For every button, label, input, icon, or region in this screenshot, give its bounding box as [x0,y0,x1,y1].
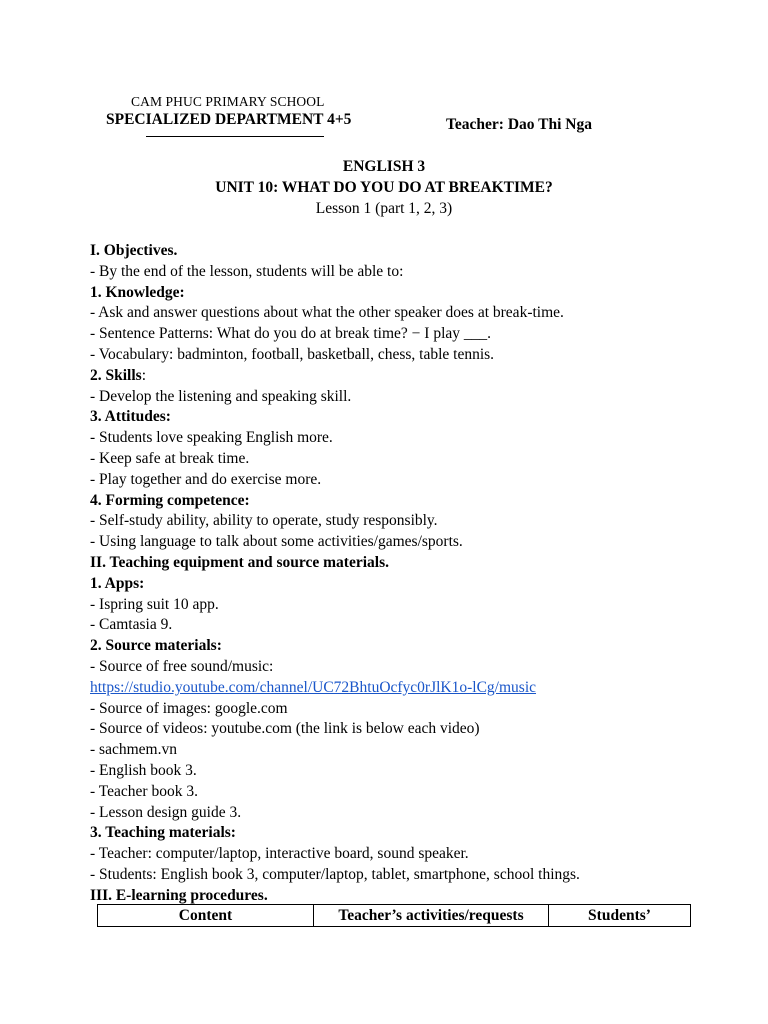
line-text: - Source of images: google.com [90,699,288,717]
line-text: - Using language to talk about some activities/games/sports. [90,533,463,551]
heading-text: 3. Teaching materials: [90,824,236,842]
line-text: - Self-study ability, ability to operate, study responsibly. [90,512,438,530]
table-header-students: Students’ [549,905,691,927]
body-line [90,740,730,761]
line-text: - Ispring suit 10 app. [90,595,219,613]
body-line [90,449,730,470]
line-text: - Keep safe at break time. [90,449,250,467]
music-source-link-text[interactable]: https://studio.youtube.com/channel/UC72BhtuOcfyc0rJlK1o-lCg/music [90,678,537,696]
heading-text: 1. Apps: [90,574,145,592]
department-name: SPECIALIZED DEPARTMENT 4+5 [106,111,352,128]
heading-suffix: : [141,366,147,384]
line-text: - English book 3. [90,761,197,779]
body-line [90,428,730,449]
section-heading [90,574,730,595]
body-line [90,844,730,865]
section-heading [90,491,730,512]
section-heading [90,283,730,304]
body-line [90,345,730,366]
body-line [90,615,730,636]
section-heading [90,241,730,262]
lesson-plan-body [90,241,730,907]
lesson-titles [0,156,768,219]
line-text: - Lesson design guide 3. [90,803,242,821]
table-header-teacher-activities: Teacher’s activities/requests [314,905,549,927]
line-text: - By the end of the lesson, students will be able to: [90,262,404,280]
line-text: - Develop the listening and speaking skill. [90,387,352,405]
body-line [90,595,730,616]
line-text: - Camtasia 9. [90,616,173,634]
heading-text: 2. Source materials: [90,637,222,655]
body-line [90,511,730,532]
body-line [90,803,730,824]
section-heading [90,823,730,844]
procedures-table [97,904,691,927]
table-header-content: Content [98,905,314,927]
body-line [90,865,730,886]
line-text: - Source of videos: youtube.com (the link is below each video) [90,720,480,738]
line-text: - sachmem.vn [90,741,177,759]
section-heading [90,366,730,387]
body-line [90,719,730,740]
line-text: - Teacher: computer/laptop, interactive board, sound speaker. [90,845,469,863]
body-line [90,761,730,782]
section-heading [90,636,730,657]
teacher-name: Teacher: Dao Thi Nga [446,116,592,133]
body-line [90,699,730,720]
department-underline [146,136,324,137]
body-line [90,657,730,678]
body-line [90,324,730,345]
line-text: - Teacher book 3. [90,782,198,800]
subject-title: ENGLISH 3 [342,158,426,175]
school-name: CAM PHUC PRIMARY SCHOOL [131,94,325,109]
line-text: - Ask and answer questions about what the other speaker does at break-time. [90,304,564,322]
music-source-link[interactable] [90,678,730,699]
table-header-row [98,905,691,927]
body-line [90,387,730,408]
body-line [90,470,730,491]
line-text: - Students: English book 3, computer/laptop, tablet, smartphone, school things. [90,865,580,883]
body-line [90,782,730,803]
heading-text: II. Teaching equipment and source materials. [90,553,389,571]
lesson-subtitle: Lesson 1 (part 1, 2, 3) [315,200,453,217]
heading-text: 2. Skills [90,366,142,384]
heading-text: 1. Knowledge: [90,283,185,301]
heading-text: 3. Attitudes: [90,408,171,426]
heading-text: I. Objectives. [90,242,178,259]
body-line [90,262,730,283]
line-text: - Sentence Patterns: What do you do at break time? − I play ___. [90,325,492,343]
body-line [90,303,730,324]
body-line [90,532,730,553]
line-text: - Vocabulary: badminton, football, basketball, chess, table tennis. [90,345,495,363]
heading-text: III. E-learning procedures. [90,886,268,904]
unit-title: UNIT 10: WHAT DO YOU DO AT BREAKTIME? [215,179,553,196]
line-text: - Source of free sound/music: [90,657,274,675]
heading-text: 4. Forming competence: [90,491,250,509]
line-text: - Play together and do exercise more. [90,470,322,488]
section-heading [90,407,730,428]
section-heading [90,553,730,574]
line-text: - Students love speaking English more. [90,429,333,447]
